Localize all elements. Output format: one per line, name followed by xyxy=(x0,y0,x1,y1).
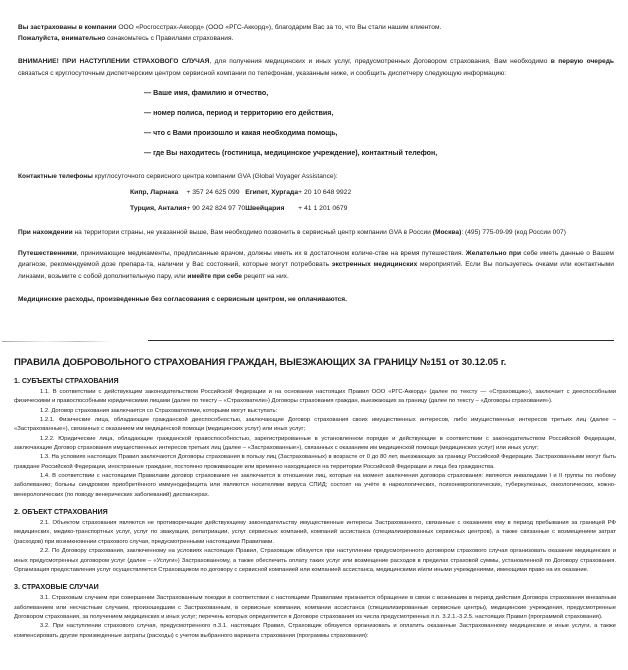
attention-paragraph xyxy=(18,56,614,78)
clause-1-2: 1.2. Договор страхования заключается со Страхователями, которыми могут выступать: xyxy=(40,407,278,414)
attention-emphasis: в первую очередь xyxy=(550,58,614,66)
clause-2-2: 2.2. По Договору страхования, заключенному на условиях настоящих Правил, Страховщик обязуется при наступлении предусмотренного договором страхового случая организовать оказание медицинских и иных предусмотренных договором услуг (далее – «Услуги») Застрахованному, а также обеспечить оплату таких услуг или возмещение расходов в пределах страховой суммы, установленной по Договору страхования. Организация предоставления услуг осуществляется Страховщиком по договору с сервисной компанией или компанией ассистанса, медицинскими и/или иными учреждениями, имеющими право на их оказание. xyxy=(14,548,616,573)
contact-country: Кипр, Ларнака xyxy=(130,189,179,197)
attention-text-a: , для получения медицинских и иных услуг, предусмотренных Договором страхования, Вам необходимо xyxy=(209,58,551,66)
attention-text-b: связаться с круглосуточным диспетчерским центром сервисной компании по телефонам, указанным ниже, и сообщить диспетчеру следующую информацию: xyxy=(18,69,507,77)
contact-phone: + 41 1 201 0679 xyxy=(298,205,348,213)
travellers-bold-2: Желательно при xyxy=(465,250,522,258)
russia-note-bold-b: (Москва) xyxy=(432,229,462,237)
intro-line-2-rest: ознакомьтесь с Правилами страхования. xyxy=(105,35,234,43)
spacer xyxy=(18,238,614,248)
intro-line-2 xyxy=(18,33,614,44)
russia-note-text-a: на территории страны, не указанной выше, Вам необходимо позвонить в сервисный центр компании GVA в России xyxy=(72,229,433,237)
contacts-table xyxy=(130,185,351,217)
list-item: — Ваше имя, фамилию и отчество, xyxy=(144,88,269,97)
contact-phone: + 90 242 824 97 70 xyxy=(186,205,246,213)
clause-3-2: 3.2. При наступлении страхового случая, предусмотренного п.3.1. настоящих Правил, Страховщик обязуется организовать и оплатить оказанные Застрахованному медицинские и иные услуги, а также компенсировать другие произведенные затраты (расходы) с учетом выбранного варианта страхования (программы страхования): xyxy=(14,623,616,639)
clause-3-1: 3.1. Страховым случаем при совершении Застрахованным поездки в соответствии с настоящими Правилами признается обращение в связи с возникшим в период действия Договора страхования внезапным заболеванием или несчастным случаем, произошедшим с Застрахованным, в сервисные компании, компании ассистанса (специализированные сервисные центры), медицинские учреждения, предусмотренные Договором страхования, за получением медицинских и иных услуг; перечень которых определяется в Договоре страхования из числа предусмотренных п.п. 3.2.1.-3.2.5. настоящих Правил (программой страхования). xyxy=(14,595,616,620)
required-info-list xyxy=(18,83,614,163)
travellers-text-3: мероприятий. Если Вы пользуетесь очками или контактными линзами, возьмите с собой дополнительную пару, или xyxy=(18,261,615,280)
list-item: — где Вы находитесь (гостиница, медицинское учреждение), контактный телефон, xyxy=(144,148,438,157)
travellers-paragraph xyxy=(18,248,614,282)
travellers-bold-4: имейте при себе xyxy=(187,272,242,280)
clause-2-1: 2.1. Объектом страхования являются не противоречащие действующему законодательству имущественные интересы Застрахованного, связанные с оказанием ему в период пребывания за границей РФ медицинских, медико-транспортных услуг, услуг по эвакуации, репатриации, услуг сервисных компаний, компаний ассистанса (специализированных сервисных центров), а также связанные с возмещением затрат (расходов) при возникновении страхового случая, предусмотренными настоящими Правилами. xyxy=(14,520,616,545)
contact-country: Турция, Анталия xyxy=(130,205,187,213)
intro-line-2-bold: Пожалуйста, внимательно xyxy=(18,35,106,43)
intro-line-1 xyxy=(18,22,614,33)
travellers-bold-1: Путешественники xyxy=(18,250,77,258)
intro-line-1-bold: Вы застрахованы в компании xyxy=(18,24,117,31)
contact-phone: + 20 10 648 9922 xyxy=(298,189,352,197)
list-item: — номер полиса, период и территорию его действия, xyxy=(144,108,334,117)
contact-country: Швейцария xyxy=(245,205,285,213)
travellers-bold-3: экстренных медицинских xyxy=(331,261,418,269)
spacer xyxy=(18,217,614,227)
rules-block xyxy=(14,356,616,641)
contacts-heading-bold: Контактные телефоны xyxy=(18,172,93,180)
clause-1-1: 1.1. В соответствии с действующим законодательством Российской Федерации и на основании настоящих Правил ООО «РГС-Аккорд» (далее по тексту — «Страховщик»), заключает с дееспособными физическими и правоспособными юридическими лицами (далее по тексту – «Страхователи») Договоры страхования граждан, выезжающих за границу (далее по тексту – «Договоры страхования»). xyxy=(14,389,616,405)
clause-1-2-2: 1.2.2. Юридические лица, обладающие гражданской правоспособностью, зарегистрированные в установленном порядке и действующие в соответствии с законодательством Российской Федерации, заключающие Договор страхования имущественных интересов третьих лиц (далее – «Застрахованные»), связанных с оказанием им медицинской помощи (медицинских услуг) или иных услуг; xyxy=(14,435,616,452)
clause-1-3: 1.3. На условиях настоящих Правил заключаются Договоры страхования в пользу лиц (Застрахованных) в возрасте от 0 до 80 лет, выезжающих за границу Российской Федерации. Застрахованными могут быть граждане Российской Федерации, иностранные граждане, постоянно проживающие или временно находящиеся на территории Российской Федерации и лица без гражданства. xyxy=(14,454,616,470)
contact-country: Египет, Хургада xyxy=(245,189,299,197)
intro-line-1-rest: ООО «Росгосстрах-Аккорд» (ООО «РГС-Аккорд»), благодарим Вас за то, что Вы стали нашим клиентом. xyxy=(116,24,442,31)
list-item: — что с Вами произошло и какая необходима помощь, xyxy=(144,128,338,137)
section-heading-subjects: 1. СУБЪЕКТЫ СТРАХОВАНИЯ xyxy=(14,377,119,385)
page-title: ПРАВИЛА ДОБРОВОЛЬНОГО СТРАХОВАНИЯ ГРАЖДАН, ВЫЕЗЖАЮЩИХ ЗА ГРАНИЦУ №151 от 30.12.05 г. xyxy=(14,357,507,368)
section-heading-object: 2. ОБЪЕКТ СТРАХОВАНИЯ xyxy=(14,508,108,517)
spacer xyxy=(14,500,616,507)
memo-block xyxy=(18,22,614,305)
spacer xyxy=(18,282,614,294)
attention-label: ВНИМАНИЕ! ПРИ НАСТУПЛЕНИИ СТРАХОВОГО СЛУЧАЯ xyxy=(18,58,210,66)
spacer xyxy=(18,163,614,171)
clause-1-4: 1.4. В соответствии с настоящими Правилами договор страхования не заключается в отношении лиц, которые на момент заключения договора страхования: являются инвалидами I и II группы по любому заболеванию; больны синдромом приобретённого иммунодефицита или являются носителями вируса СПИД; состоят на учёте в наркологических, психоневрологических, туберкулезных, онкологических, кожно-венерологических (по поводу венерических заболеваний) диспансерах. xyxy=(14,473,616,498)
clause-1-2-1: 1.2.1. Физические лица, обладающие гражданской дееспособностью, заключающие Договор страхования своих имущественных интересов, либо имущественных интересов третьих лиц (далее – «Застрахованные»), связанных с оказанием им медицинской помощи (медицинских услуг) или иных услуг; xyxy=(14,417,616,433)
travellers-text-1: , принимающие медикаменты, предписанные врачом, должны иметь их в достаточном количе-стве на время путешествия. xyxy=(76,250,464,258)
spacer xyxy=(14,575,616,582)
travellers-text-4: рецепт на них. xyxy=(241,272,289,280)
russia-note-bold-a: При нахождении xyxy=(18,229,73,237)
table-row xyxy=(130,185,351,201)
table-row xyxy=(130,201,351,217)
section-divider xyxy=(148,340,614,341)
russia-note-text-b: : (495) 775-09-99 (код России 007) xyxy=(461,229,566,237)
contacts-heading-rest: круглосуточного сервисного центра компании GVA (Global Voyager Assistance): xyxy=(92,172,338,180)
travellers-text-2: себе иметь данные о Вашем диагнозе, рекомендуемой дозе препара-та, наличии у Вас состояний, которые могут потребовать xyxy=(18,250,614,269)
contacts-heading xyxy=(18,171,614,182)
contact-phone: + 357 24 625 099 xyxy=(186,189,240,197)
section-heading-insured-events: 3. СТРАХОВЫЕ СЛУЧАИ xyxy=(14,583,99,592)
medical-costs-notice: Медицинские расходы, произведенные без согласования с сервисным центром, не оплачиваются. xyxy=(18,295,348,303)
russia-contact-note xyxy=(18,227,614,238)
divider-faint xyxy=(2,341,112,342)
spacer xyxy=(18,44,614,56)
